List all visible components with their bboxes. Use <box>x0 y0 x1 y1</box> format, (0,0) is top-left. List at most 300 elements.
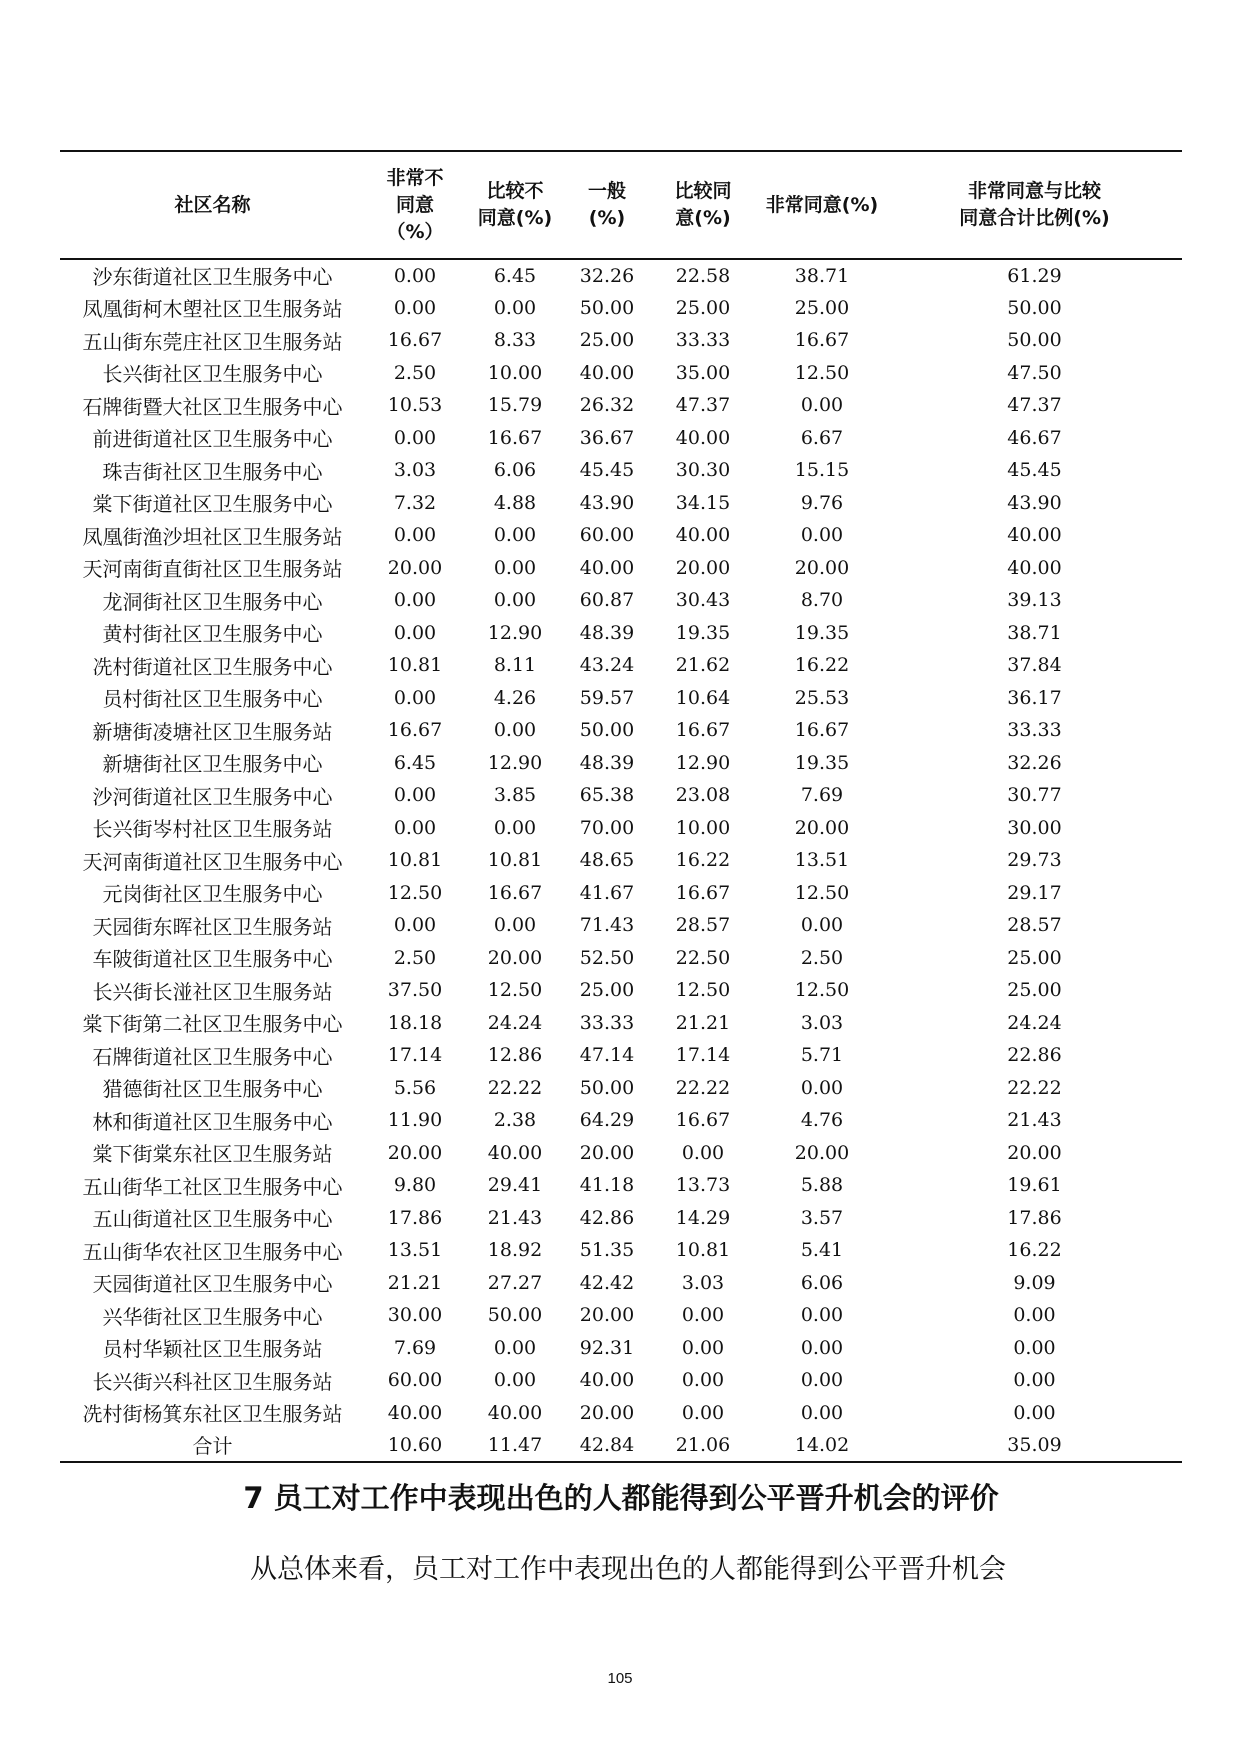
percentage-cell: 32.26 <box>1007 751 1062 774</box>
percentage-cell: 14.29 <box>675 1206 731 1229</box>
percentage-cell: 14.02 <box>794 1433 850 1456</box>
percentage-cell: 20.00 <box>487 946 543 969</box>
community-name-cell: 五山街东莞庄社区卫生服务站 <box>82 329 343 354</box>
table-header <box>60 151 1182 259</box>
table-row <box>60 1072 1182 1105</box>
percentage-cell: 10.81 <box>487 849 543 872</box>
percentage-cell: 2.50 <box>800 946 844 969</box>
community-name-cell: 黄村街社区卫生服务中心 <box>102 622 323 647</box>
percentage-cell: 25.53 <box>794 686 850 709</box>
community-name-cell: 合计 <box>192 1434 233 1459</box>
percentage-cell: 0.00 <box>393 264 437 287</box>
percentage-cell: 0.00 <box>493 914 537 937</box>
percentage-cell: 0.00 <box>800 524 844 547</box>
percentage-cell: 33.33 <box>675 329 731 352</box>
table-row <box>60 552 1182 585</box>
table-row <box>60 357 1182 390</box>
percentage-cell: 40.00 <box>487 1401 543 1424</box>
percentage-cell: 17.14 <box>387 1044 443 1067</box>
table-row <box>60 1104 1182 1137</box>
percentage-cell: 30.43 <box>675 589 731 612</box>
percentage-cell: 12.50 <box>794 881 850 904</box>
percentage-cell: 0.00 <box>393 296 437 319</box>
table-row <box>60 1137 1182 1170</box>
percentage-cell: 5.41 <box>800 1239 844 1262</box>
percentage-cell: 4.76 <box>800 1109 844 1132</box>
percentage-cell: 24.24 <box>1007 1011 1062 1034</box>
percentage-cell: 4.26 <box>493 686 537 709</box>
community-name-cell: 前进街道社区卫生服务中心 <box>92 427 333 452</box>
community-name-cell: 元岗街社区卫生服务中心 <box>102 882 323 907</box>
percentage-cell: 15.15 <box>794 459 850 482</box>
percentage-cell: 3.85 <box>493 784 537 807</box>
percentage-cell: 22.22 <box>487 1076 543 1099</box>
table-row <box>60 1299 1182 1332</box>
percentage-cell: 59.57 <box>579 686 635 709</box>
table-body <box>60 259 1182 1462</box>
community-name-cell: 新塘街社区卫生服务中心 <box>102 752 323 777</box>
percentage-cell: 8.70 <box>800 589 844 612</box>
percentage-cell: 0.00 <box>393 524 437 547</box>
percentage-cell: 25.00 <box>675 296 731 319</box>
percentage-cell: 20.00 <box>794 816 850 839</box>
percentage-cell: 12.90 <box>675 751 731 774</box>
percentage-cell: 12.50 <box>794 979 850 1002</box>
table-row <box>60 714 1182 747</box>
percentage-cell: 27.27 <box>487 1271 543 1294</box>
percentage-cell: 20.00 <box>1007 1141 1062 1164</box>
percentage-cell: 39.13 <box>1007 589 1062 612</box>
percentage-cell: 0.00 <box>1013 1304 1056 1327</box>
table-row <box>60 292 1182 325</box>
percentage-cell: 0.00 <box>800 1401 844 1424</box>
percentage-cell: 8.33 <box>493 329 537 352</box>
percentage-cell: 64.29 <box>579 1109 635 1132</box>
table-row <box>60 1364 1182 1397</box>
percentage-cell: 40.00 <box>675 426 731 449</box>
percentage-cell: 32.26 <box>579 264 635 287</box>
percentage-cell: 12.50 <box>387 881 443 904</box>
page-number: 105 <box>607 1670 633 1687</box>
percentage-cell: 15.79 <box>487 394 543 417</box>
table-row <box>60 1267 1182 1300</box>
percentage-cell: 43.90 <box>579 491 635 514</box>
community-name-cell: 猎德街社区卫生服务中心 <box>102 1077 323 1102</box>
percentage-cell: 16.22 <box>675 849 731 872</box>
table-row <box>60 649 1182 682</box>
table-row <box>60 974 1182 1007</box>
percentage-cell: 0.00 <box>800 394 844 417</box>
percentage-cell: 11.90 <box>387 1109 443 1132</box>
percentage-cell: 40.00 <box>579 556 635 579</box>
percentage-cell: 30.00 <box>387 1304 443 1327</box>
community-name-cell: 员村华颖社区卫生服务站 <box>102 1337 323 1362</box>
percentage-cell: 19.35 <box>794 621 850 644</box>
percentage-cell: 21.06 <box>675 1433 731 1456</box>
percentage-cell: 16.67 <box>675 1109 731 1132</box>
percentage-cell: 47.37 <box>675 394 731 417</box>
percentage-cell: 36.67 <box>579 426 635 449</box>
percentage-cell: 50.00 <box>1007 296 1062 319</box>
community-name-cell: 冼村街道社区卫生服务中心 <box>92 654 333 679</box>
percentage-cell: 12.90 <box>487 621 543 644</box>
percentage-cell: 43.90 <box>1007 491 1062 514</box>
percentage-cell: 50.00 <box>579 1076 635 1099</box>
table-row <box>60 942 1182 975</box>
percentage-cell: 40.00 <box>579 1369 635 1392</box>
percentage-cell: 25.00 <box>579 979 635 1002</box>
table-row <box>60 877 1182 910</box>
table-row <box>60 844 1182 877</box>
percentage-cell: 10.64 <box>675 686 731 709</box>
percentage-cell: 60.00 <box>579 524 635 547</box>
percentage-cell: 0.00 <box>393 914 437 937</box>
community-name-cell: 长兴街长湴社区卫生服务站 <box>92 979 333 1004</box>
community-name-cell: 棠下街棠东社区卫生服务站 <box>92 1142 333 1167</box>
section-heading: 7 员工对工作中表现出色的人都能得到公平晋升机会的评价 <box>243 1481 999 1515</box>
percentage-cell: 0.00 <box>493 719 537 742</box>
percentage-cell: 16.67 <box>675 881 731 904</box>
table-row <box>60 1007 1182 1040</box>
percentage-cell: 0.00 <box>1013 1336 1056 1359</box>
percentage-cell: 20.00 <box>387 556 443 579</box>
percentage-cell: 38.71 <box>1007 621 1062 644</box>
community-name-cell: 长兴街社区卫生服务中心 <box>102 362 323 387</box>
community-name-cell: 凤凰街渔沙坦社区卫生服务站 <box>82 524 343 549</box>
percentage-cell: 16.67 <box>387 329 443 352</box>
percentage-cell: 21.43 <box>487 1206 543 1229</box>
percentage-cell: 4.88 <box>493 491 537 514</box>
community-name-cell: 沙河街道社区卫生服务中心 <box>92 784 333 809</box>
community-name-cell: 天河南街直街社区卫生服务站 <box>82 557 343 582</box>
percentage-cell: 48.39 <box>579 751 635 774</box>
community-name-cell: 长兴街岑村社区卫生服务站 <box>92 817 333 842</box>
percentage-cell: 50.00 <box>1007 329 1062 352</box>
percentage-cell: 36.17 <box>1007 686 1062 709</box>
column-header: 一般 (%) <box>587 180 626 229</box>
percentage-cell: 45.45 <box>579 459 635 482</box>
percentage-cell: 48.39 <box>579 621 635 644</box>
percentage-cell: 20.00 <box>794 556 850 579</box>
percentage-cell: 6.45 <box>393 751 437 774</box>
column-header: 比较同 意(%) <box>674 180 732 229</box>
percentage-cell: 22.22 <box>1007 1076 1062 1099</box>
percentage-cell: 16.67 <box>487 426 543 449</box>
percentage-cell: 19.35 <box>675 621 731 644</box>
percentage-cell: 22.50 <box>675 946 731 969</box>
percentage-cell: 60.87 <box>579 589 635 612</box>
percentage-cell: 10.00 <box>487 361 543 384</box>
community-name-cell: 沙东街道社区卫生服务中心 <box>92 265 333 290</box>
percentage-cell: 0.00 <box>493 1336 537 1359</box>
percentage-cell: 46.67 <box>1007 426 1062 449</box>
percentage-cell: 19.61 <box>1007 1174 1062 1197</box>
percentage-cell: 25.00 <box>1007 979 1062 1002</box>
percentage-cell: 16.67 <box>487 881 543 904</box>
community-name-cell: 新塘街凌塘社区卫生服务站 <box>92 719 333 744</box>
table-row <box>60 422 1182 455</box>
percentage-cell: 20.00 <box>579 1401 635 1424</box>
percentage-cell: 17.86 <box>387 1206 443 1229</box>
community-name-cell: 车陂街道社区卫生服务中心 <box>92 947 333 972</box>
percentage-cell: 0.00 <box>393 686 437 709</box>
percentage-cell: 52.50 <box>579 946 635 969</box>
community-name-cell: 棠下街道社区卫生服务中心 <box>92 492 333 517</box>
percentage-cell: 33.33 <box>579 1011 635 1034</box>
percentage-cell: 8.11 <box>493 654 537 677</box>
column-header: 非常不 同意 （%） <box>386 166 444 243</box>
percentage-cell: 42.42 <box>579 1271 635 1294</box>
percentage-cell: 18.18 <box>387 1011 443 1034</box>
percentage-cell: 12.90 <box>487 751 543 774</box>
community-name-cell: 珠吉街社区卫生服务中心 <box>102 459 323 484</box>
percentage-cell: 20.00 <box>387 1141 443 1164</box>
percentage-cell: 47.50 <box>1007 361 1062 384</box>
percentage-cell: 0.00 <box>800 1076 844 1099</box>
percentage-cell: 10.81 <box>675 1239 731 1262</box>
percentage-cell: 65.38 <box>579 784 635 807</box>
percentage-cell: 37.84 <box>1007 654 1062 677</box>
percentage-cell: 3.03 <box>393 459 437 482</box>
percentage-cell: 33.33 <box>1007 719 1062 742</box>
percentage-cell: 21.43 <box>1007 1109 1062 1132</box>
percentage-cell: 22.58 <box>675 264 731 287</box>
percentage-cell: 20.00 <box>579 1141 635 1164</box>
percentage-cell: 6.45 <box>493 264 537 287</box>
percentage-cell: 20.00 <box>579 1304 635 1327</box>
percentage-cell: 16.22 <box>1007 1239 1062 1262</box>
community-name-cell: 长兴街兴科社区卫生服务站 <box>92 1369 333 1394</box>
percentage-cell: 16.67 <box>794 719 850 742</box>
percentage-cell: 0.00 <box>393 589 437 612</box>
percentage-cell: 16.67 <box>675 719 731 742</box>
percentage-cell: 0.00 <box>800 1369 844 1392</box>
table-row <box>60 1397 1182 1430</box>
community-name-cell: 天河南街道社区卫生服务中心 <box>82 849 343 874</box>
percentage-cell: 11.47 <box>487 1433 543 1456</box>
percentage-cell: 0.00 <box>800 1304 844 1327</box>
percentage-cell: 0.00 <box>393 426 437 449</box>
percentage-cell: 10.60 <box>387 1433 443 1456</box>
percentage-cell: 20.00 <box>675 556 731 579</box>
column-header: 非常同意(%) <box>765 193 879 216</box>
table-row <box>60 487 1182 520</box>
percentage-cell: 60.00 <box>387 1369 443 1392</box>
percentage-cell: 50.00 <box>487 1304 543 1327</box>
table-row <box>60 909 1182 942</box>
percentage-cell: 9.76 <box>800 491 844 514</box>
percentage-cell: 21.21 <box>387 1271 443 1294</box>
percentage-cell: 6.06 <box>800 1271 844 1294</box>
percentage-cell: 0.00 <box>681 1141 725 1164</box>
community-name-cell: 凤凰街柯木塱社区卫生服务站 <box>82 297 343 322</box>
percentage-cell: 22.22 <box>675 1076 731 1099</box>
percentage-cell: 21.62 <box>675 654 731 677</box>
percentage-cell: 42.84 <box>579 1433 635 1456</box>
percentage-cell: 7.69 <box>393 1336 437 1359</box>
percentage-cell: 61.29 <box>1007 264 1062 287</box>
percentage-cell: 0.00 <box>493 1369 537 1392</box>
percentage-cell: 40.00 <box>675 524 731 547</box>
percentage-cell: 26.32 <box>579 394 635 417</box>
percentage-cell: 42.86 <box>579 1206 635 1229</box>
percentage-cell: 22.86 <box>1007 1044 1062 1067</box>
percentage-cell: 40.00 <box>1007 556 1062 579</box>
percentage-cell: 30.77 <box>1007 784 1062 807</box>
percentage-cell: 7.32 <box>393 491 437 514</box>
percentage-cell: 25.00 <box>794 296 850 319</box>
percentage-cell: 29.17 <box>1007 881 1062 904</box>
percentage-cell: 25.00 <box>579 329 635 352</box>
percentage-cell: 51.35 <box>579 1239 635 1262</box>
community-name-cell: 棠下街第二社区卫生服务中心 <box>82 1012 343 1037</box>
percentage-cell: 3.03 <box>800 1011 844 1034</box>
percentage-cell: 40.00 <box>487 1141 543 1164</box>
percentage-cell: 0.00 <box>681 1401 725 1424</box>
percentage-cell: 23.08 <box>675 784 731 807</box>
percentage-cell: 29.73 <box>1007 849 1062 872</box>
community-name-cell: 五山街华农社区卫生服务中心 <box>82 1239 343 1264</box>
column-header: 社区名称 <box>174 193 251 216</box>
percentage-cell: 9.09 <box>1013 1271 1056 1294</box>
community-name-cell: 石牌街暨大社区卫生服务中心 <box>82 394 343 419</box>
percentage-cell: 20.00 <box>794 1141 850 1164</box>
community-name-cell: 天园街道社区卫生服务中心 <box>92 1272 333 1297</box>
percentage-cell: 16.67 <box>387 719 443 742</box>
percentage-cell: 3.03 <box>681 1271 725 1294</box>
percentage-cell: 40.00 <box>387 1401 443 1424</box>
percentage-cell: 13.51 <box>387 1239 443 1262</box>
table-row <box>60 389 1182 422</box>
total-row <box>60 1429 1182 1462</box>
percentage-cell: 40.00 <box>1007 524 1062 547</box>
percentage-cell: 10.81 <box>387 654 443 677</box>
table-row <box>60 324 1182 357</box>
community-name-cell: 五山街道社区卫生服务中心 <box>92 1207 333 1232</box>
percentage-cell: 24.24 <box>487 1011 543 1034</box>
percentage-cell: 21.21 <box>675 1011 731 1034</box>
percentage-cell: 6.06 <box>493 459 537 482</box>
percentage-cell: 43.24 <box>579 654 635 677</box>
percentage-cell: 70.00 <box>579 816 635 839</box>
percentage-cell: 41.18 <box>579 1174 635 1197</box>
table-row <box>60 1234 1182 1267</box>
percentage-cell: 16.22 <box>794 654 850 677</box>
percentage-cell: 35.00 <box>675 361 731 384</box>
percentage-cell: 5.71 <box>800 1044 844 1067</box>
percentage-cell: 28.57 <box>675 914 731 937</box>
percentage-cell: 13.51 <box>794 849 850 872</box>
percentage-cell: 38.71 <box>794 264 850 287</box>
percentage-cell: 12.50 <box>675 979 731 1002</box>
percentage-cell: 0.00 <box>393 621 437 644</box>
percentage-cell: 50.00 <box>579 296 635 319</box>
column-header: 非常同意与比较 同意合计比例(%) <box>959 180 1110 229</box>
table-row <box>60 1169 1182 1202</box>
percentage-cell: 0.00 <box>393 784 437 807</box>
percentage-cell: 2.50 <box>393 361 437 384</box>
community-name-cell: 天园街东晖社区卫生服务站 <box>92 914 333 939</box>
percentage-cell: 45.45 <box>1007 459 1062 482</box>
community-name-cell: 林和街道社区卫生服务中心 <box>92 1109 333 1134</box>
percentage-cell: 0.00 <box>493 589 537 612</box>
community-name-cell: 兴华街社区卫生服务中心 <box>102 1304 323 1329</box>
percentage-cell: 48.65 <box>579 849 635 872</box>
percentage-cell: 0.00 <box>493 556 537 579</box>
percentage-cell: 12.50 <box>487 979 543 1002</box>
percentage-cell: 0.00 <box>493 524 537 547</box>
percentage-cell: 6.67 <box>800 426 844 449</box>
body-paragraph: 从总体来看，员工对工作中表现出色的人都能得到公平晋升机会 <box>250 1554 1006 1585</box>
percentage-cell: 5.88 <box>800 1174 844 1197</box>
table-row <box>60 779 1182 812</box>
percentage-cell: 47.37 <box>1007 394 1062 417</box>
percentage-cell: 0.00 <box>493 296 537 319</box>
percentage-cell: 29.41 <box>487 1174 543 1197</box>
percentage-cell: 25.00 <box>1007 946 1062 969</box>
community-name-cell: 龙洞街社区卫生服务中心 <box>102 589 323 614</box>
percentage-cell: 41.67 <box>579 881 635 904</box>
table-row <box>60 747 1182 780</box>
percentage-cell: 50.00 <box>579 719 635 742</box>
table-row <box>60 1039 1182 1072</box>
percentage-cell: 0.00 <box>1013 1401 1056 1424</box>
percentage-cell: 5.56 <box>393 1076 437 1099</box>
percentage-cell: 0.00 <box>681 1304 725 1327</box>
percentage-cell: 12.86 <box>487 1044 543 1067</box>
percentage-cell: 40.00 <box>579 361 635 384</box>
percentage-cell: 0.00 <box>393 816 437 839</box>
percentage-cell: 18.92 <box>487 1239 543 1262</box>
community-name-cell: 员村街社区卫生服务中心 <box>102 687 323 712</box>
percentage-cell: 3.57 <box>800 1206 844 1229</box>
table-row <box>60 454 1182 487</box>
table-row <box>60 1202 1182 1235</box>
table-row <box>60 617 1182 650</box>
percentage-cell: 16.67 <box>794 329 850 352</box>
percentage-cell: 47.14 <box>579 1044 635 1067</box>
percentage-cell: 10.53 <box>387 394 443 417</box>
table-row <box>60 259 1182 292</box>
community-name-cell: 五山街华工社区卫生服务中心 <box>82 1174 343 1199</box>
table-row <box>60 519 1182 552</box>
percentage-cell: 0.00 <box>681 1336 725 1359</box>
column-header: 比较不 同意(%) <box>477 180 553 229</box>
percentage-cell: 35.09 <box>1007 1433 1062 1456</box>
percentage-cell: 34.15 <box>675 491 731 514</box>
percentage-cell: 17.86 <box>1007 1206 1062 1229</box>
percentage-cell: 13.73 <box>675 1174 731 1197</box>
percentage-cell: 28.57 <box>1007 914 1062 937</box>
percentage-cell: 17.14 <box>675 1044 731 1067</box>
percentage-cell: 0.00 <box>493 816 537 839</box>
percentage-cell: 0.00 <box>800 914 844 937</box>
percentage-cell: 92.31 <box>579 1336 635 1359</box>
percentage-cell: 0.00 <box>1013 1369 1056 1392</box>
percentage-cell: 9.80 <box>393 1174 437 1197</box>
percentage-cell: 30.30 <box>675 459 731 482</box>
table-row <box>60 1332 1182 1365</box>
table-row <box>60 682 1182 715</box>
community-name-cell: 冼村街杨箕东社区卫生服务站 <box>82 1402 343 1427</box>
percentage-cell: 10.81 <box>387 849 443 872</box>
table-row <box>60 812 1182 845</box>
percentage-cell: 0.00 <box>800 1336 844 1359</box>
percentage-cell: 12.50 <box>794 361 850 384</box>
percentage-cell: 2.38 <box>493 1109 537 1132</box>
percentage-cell: 2.50 <box>393 946 437 969</box>
table-row <box>60 584 1182 617</box>
